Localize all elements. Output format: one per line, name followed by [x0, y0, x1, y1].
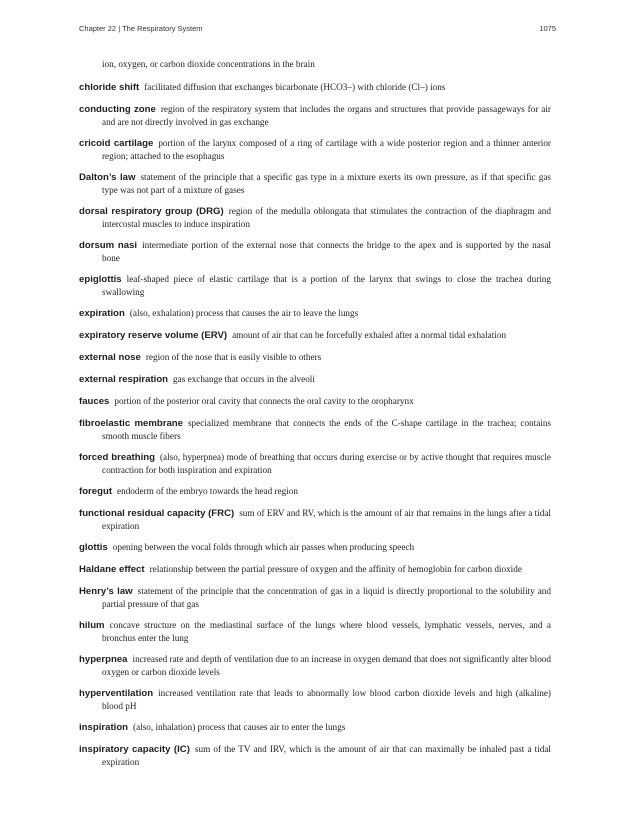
glossary-term: inspiratory capacity (IC)	[79, 744, 190, 755]
glossary-entry	[79, 585, 551, 610]
glossary-term: expiratory reserve volume (ERV)	[79, 330, 228, 341]
glossary-entry	[79, 563, 551, 576]
glossary-entry	[79, 417, 551, 442]
glossary-entry	[79, 507, 551, 532]
glossary-term: conducting zone	[79, 104, 156, 115]
glossary-entry	[79, 451, 551, 476]
glossary-entry	[79, 103, 551, 128]
glossary-term: foregut	[79, 486, 113, 497]
glossary-term: Henry’s law	[79, 586, 133, 597]
glossary-entry	[79, 205, 551, 230]
glossary-entry	[79, 687, 551, 712]
glossary-entry	[79, 395, 551, 408]
glossary-term: external respiration	[79, 374, 169, 385]
glossary-definition: region of the respiratory system that includes the organs and structures that provide passageways for air and are not directly involved in gas exchange	[102, 104, 551, 127]
glossary-definition: intermediate portion of the external nose that connects the bridge to the apex and is supported by the nasal bone	[102, 240, 551, 263]
glossary-entry	[79, 273, 551, 298]
glossary-definition: (also, exhalation) process that causes the air to leave the lungs	[129, 308, 359, 318]
glossary-entry	[79, 329, 551, 342]
glossary-term: fauces	[79, 396, 110, 407]
glossary-definition: sum of ERV and RV, which is the amount of air that remains in the lungs after a tidal expiration	[102, 508, 551, 531]
page-header	[79, 24, 556, 38]
glossary-term: hilum	[79, 620, 105, 631]
glossary-term: inspiration	[79, 722, 129, 733]
glossary-definition: leaf-shaped piece of elastic cartilage that is a portion of the larynx that swings to close the trachea during swallowing	[102, 274, 551, 297]
glossary-definition: (also, hyperpnea) mode of breathing that occurs during exercise or by active thought that requires muscle contraction for both inspiration and expiration	[102, 452, 551, 475]
glossary	[79, 58, 551, 777]
glossary-term: glottis	[79, 542, 108, 553]
glossary-definition: increased ventilation rate that leads to abnormally low blood carbon dioxide levels and high (alkaline) blood pH	[102, 688, 551, 711]
glossary-term: cricoid cartilage	[79, 138, 154, 149]
glossary-term: forced breathing	[79, 452, 155, 463]
glossary-definition: region of the nose that is easily visible to others	[145, 352, 322, 362]
glossary-definition: portion of the larynx composed of a ring of cartilage with a wide posterior region and a thinner anterior region; attached to the esophagus	[102, 138, 551, 161]
glossary-definition: concave structure on the mediastinal surface of the lungs where blood vessels, lymphatic vessels, nerves, and a bronchus enter the lung	[102, 620, 551, 643]
continued-definition: ion, oxygen, or carbon dioxide concentrations in the brain	[102, 59, 315, 69]
glossary-entry	[79, 171, 551, 196]
glossary-definition: (also, inhalation) process that causes air to enter the lungs	[133, 722, 346, 732]
glossary-entry	[79, 307, 551, 320]
glossary-entry	[79, 239, 551, 264]
glossary-term: Dalton’s law	[79, 172, 136, 183]
page-number: 1075	[539, 24, 556, 33]
glossary-definition: opening between the vocal folds through which air passes when producing speech	[112, 542, 415, 552]
glossary-entry	[79, 81, 551, 94]
glossary-entry	[79, 373, 551, 386]
glossary-definition: gas exchange that occurs in the alveoli	[173, 374, 315, 384]
glossary-definition: increased rate and depth of ventilation due to an increase in oxygen demand that does not significantly alter blood oxygen or carbon dioxide levels	[102, 654, 551, 677]
glossary-definition: facilitated diffusion that exchanges bicarbonate (HCO3–) with chloride (Cl–) ions	[144, 82, 446, 92]
glossary-term: external nose	[79, 352, 141, 363]
glossary-term: epiglottis	[79, 274, 122, 285]
glossary-term: expiration	[79, 308, 125, 319]
glossary-entry	[79, 743, 551, 768]
glossary-definition: portion of the posterior oral cavity that connects the oral cavity to the oropharynx	[114, 396, 414, 406]
glossary-definition: amount of air that can be forcefully exhaled after a normal tidal exhalation	[232, 330, 507, 340]
glossary-entry	[79, 351, 551, 364]
glossary-definition: sum of the TV and IRV, which is the amount of air that can maximally be inhaled past a tidal expiration	[102, 744, 551, 767]
glossary-term: dorsum nasi	[79, 240, 138, 251]
glossary-list	[79, 81, 551, 768]
glossary-entry	[79, 721, 551, 734]
glossary-term: functional residual capacity (FRC)	[79, 508, 235, 519]
glossary-entry	[79, 541, 551, 554]
glossary-definition: specialized membrane that connects the ends of the C-shape cartilage in the trachea; contains smooth muscle fibers	[102, 418, 551, 441]
glossary-definition: region of the medulla oblongata that stimulates the contraction of the diaphragm and intercostal muscles to induce inspiration	[102, 206, 551, 229]
glossary-term: dorsal respiratory group (DRG)	[79, 206, 224, 217]
glossary-term: fibroelastic membrane	[79, 418, 183, 429]
glossary-definition: statement of the principle that the concentration of gas in a liquid is directly proportional to the solubility and partial pressure of that gas	[102, 586, 551, 609]
glossary-definition: statement of the principle that a specific gas type in a mixture exerts its own pressure, as if that specific gas type was not part of a mixture of gases	[102, 172, 551, 195]
glossary-entry	[79, 485, 551, 498]
glossary-definition: relationship between the partial pressure of oxygen and the affinity of hemoglobin for carbon dioxide	[149, 564, 522, 574]
glossary-term: chloride shift	[79, 82, 140, 93]
glossary-entry	[79, 619, 551, 644]
glossary-definition: endoderm of the embryo towards the head region	[117, 486, 298, 496]
glossary-term: Haldane effect	[79, 564, 145, 575]
glossary-entry	[79, 137, 551, 162]
glossary-term: hyperventilation	[79, 688, 154, 699]
chapter-title: Chapter 22 | The Respiratory System	[79, 24, 203, 33]
glossary-term: hyperpnea	[79, 654, 128, 665]
glossary-entry	[79, 653, 551, 678]
